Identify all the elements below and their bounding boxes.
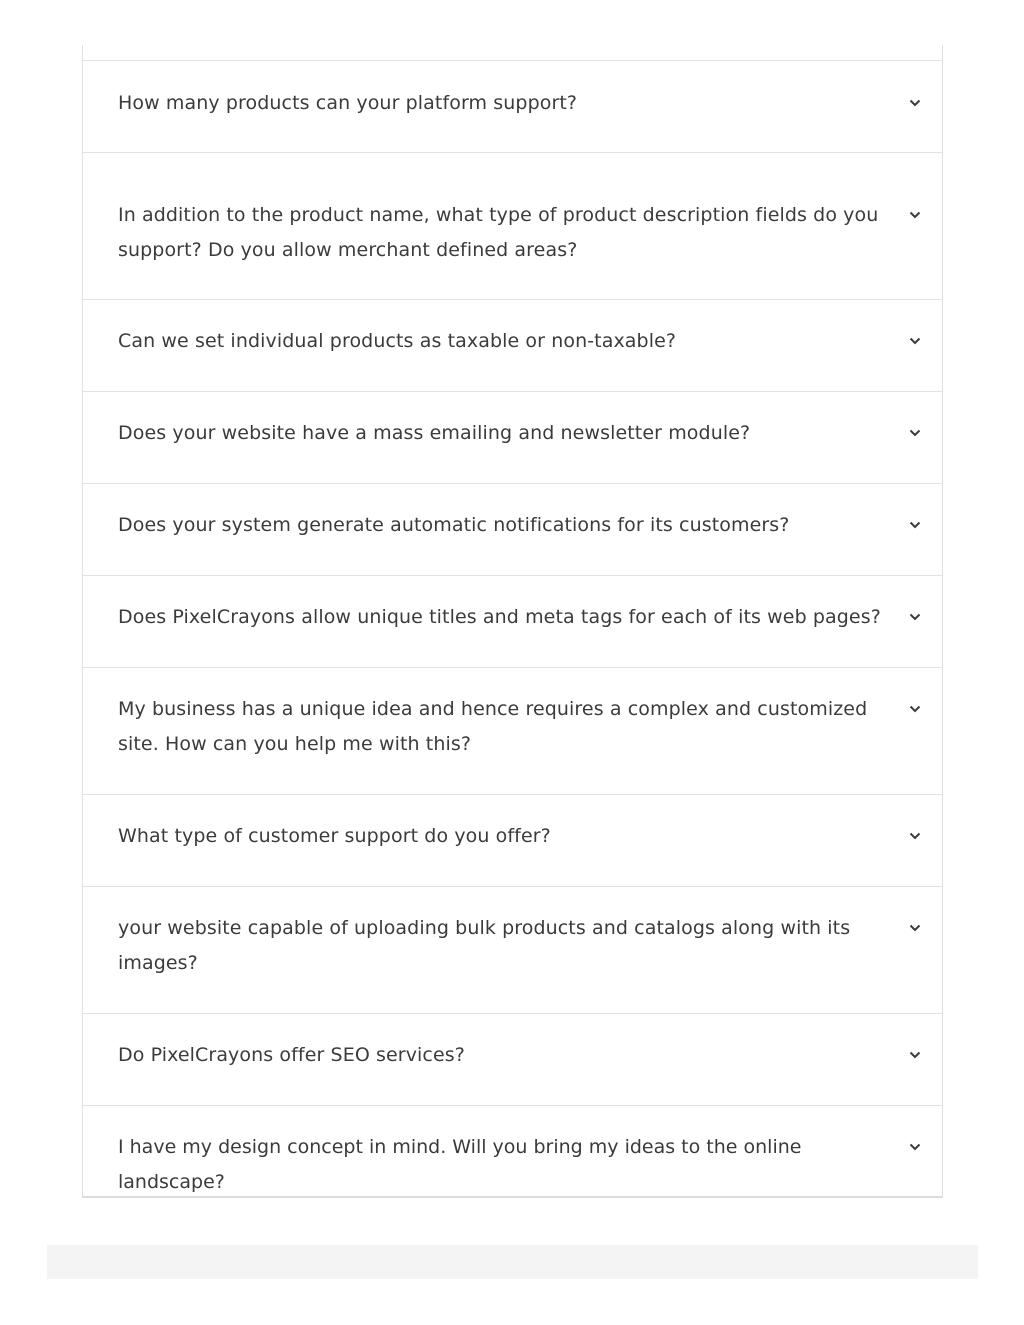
faq-item[interactable]	[83, 483, 942, 575]
faq-item[interactable]	[83, 299, 942, 391]
chevron-down-icon[interactable]	[907, 1047, 923, 1063]
faq-item[interactable]	[83, 886, 942, 1013]
faq-item[interactable]	[83, 1013, 942, 1105]
faq-question: Does your website have a mass emailing and newsletter module?	[118, 422, 751, 444]
chevron-down-icon[interactable]	[907, 95, 923, 111]
chevron-down-icon[interactable]	[907, 207, 923, 223]
chevron-down-icon[interactable]	[907, 425, 923, 441]
faq-item[interactable]	[83, 575, 942, 667]
footer-band	[47, 1245, 978, 1279]
faq-item[interactable]	[83, 152, 942, 299]
chevron-down-icon[interactable]	[907, 920, 923, 936]
chevron-down-icon[interactable]	[907, 333, 923, 349]
faq-item[interactable]	[83, 1105, 942, 1196]
faq-question: Can we set individual products as taxable or non-taxable?	[118, 330, 677, 352]
faq-accordion	[82, 45, 943, 1198]
faq-question: How many products can your platform support?	[118, 92, 578, 114]
faq-question: Does your system generate automatic notifications for its customers?	[118, 514, 790, 536]
faq-question: your website capable of uploading bulk products and catalogs along with its images?	[118, 917, 851, 974]
faq-question: What type of customer support do you offer?	[118, 825, 551, 847]
faq-item-partial	[83, 45, 942, 60]
chevron-down-icon[interactable]	[907, 828, 923, 844]
faq-question: Do PixelCrayons offer SEO services?	[118, 1044, 465, 1066]
chevron-down-icon[interactable]	[907, 701, 923, 717]
faq-item[interactable]	[83, 391, 942, 483]
chevron-down-icon[interactable]	[907, 1139, 923, 1155]
faq-question: My business has a unique idea and hence requires a complex and customized site. How can you help me with this?	[118, 698, 868, 755]
chevron-down-icon[interactable]	[907, 609, 923, 625]
faq-item[interactable]	[83, 60, 942, 152]
faq-question: In addition to the product name, what type of product description fields do you support? Do you allow merchant defined areas?	[118, 204, 879, 261]
faq-item[interactable]	[83, 794, 942, 886]
faq-question: I have my design concept in mind. Will you bring my ideas to the online landscape?	[118, 1136, 802, 1193]
faq-question: Does PixelCrayons allow unique titles and meta tags for each of its web pages?	[118, 606, 881, 628]
chevron-down-icon[interactable]	[907, 517, 923, 533]
faq-item[interactable]	[83, 667, 942, 794]
